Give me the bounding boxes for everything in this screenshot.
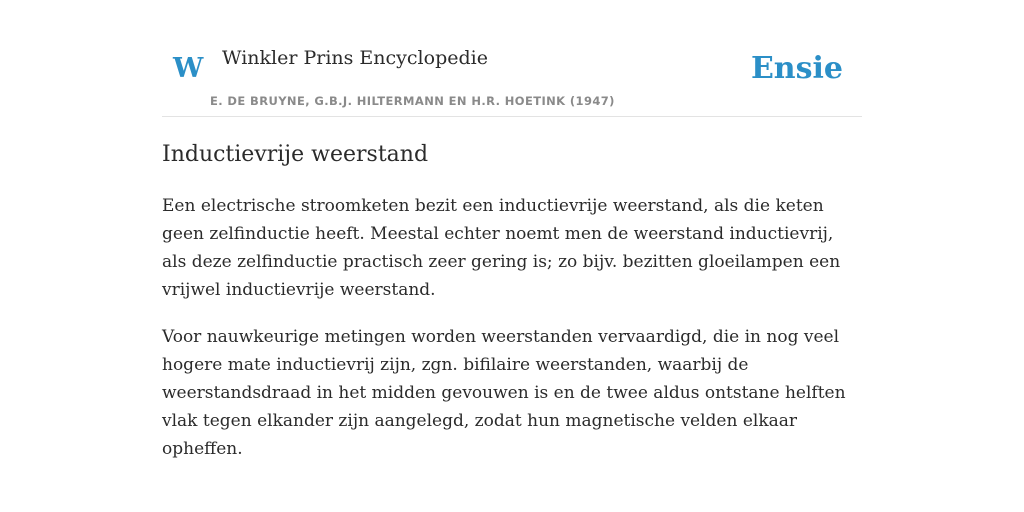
encyclopedia-card <box>162 0 862 459</box>
article-title: Inductievrije weerstand <box>162 142 429 167</box>
article-paragraph: Voor nauwkeurige metingen worden weerstanden vervaardigd, die in nog veel hogere mate inductievrij zijn, zgn. bifilaire weerstanden, waarbij de weerstandsdraad in het midden gevouwen is en de twee aldus ontstane helften vlak tegen elkander zijn aangelegd, zodat hun magnetische velden elkaar opheffen. <box>162 327 846 459</box>
article-body <box>162 192 862 482</box>
article-paragraph: Een electrische stroomketen bezit een inductievrije weerstand, als die keten geen zelfinductie heeft. Meestal echter noemt men de weerstand inductievrij, als deze zelfinductie practisch zeer gering is; zo bijv. bezitten gloeilampen een vrijwel inductievrije weerstand. <box>162 196 841 300</box>
source-header <box>162 0 862 117</box>
winkler-prins-logo-icon: W <box>173 53 204 84</box>
ensie-brand-link[interactable]: Ensie <box>750 51 843 86</box>
source-title[interactable]: Winkler Prins Encyclopedie <box>222 47 488 69</box>
source-authors: E. DE BRUYNE, G.B.J. HILTERMANN EN H.R. HOETINK (1947) <box>210 94 615 108</box>
